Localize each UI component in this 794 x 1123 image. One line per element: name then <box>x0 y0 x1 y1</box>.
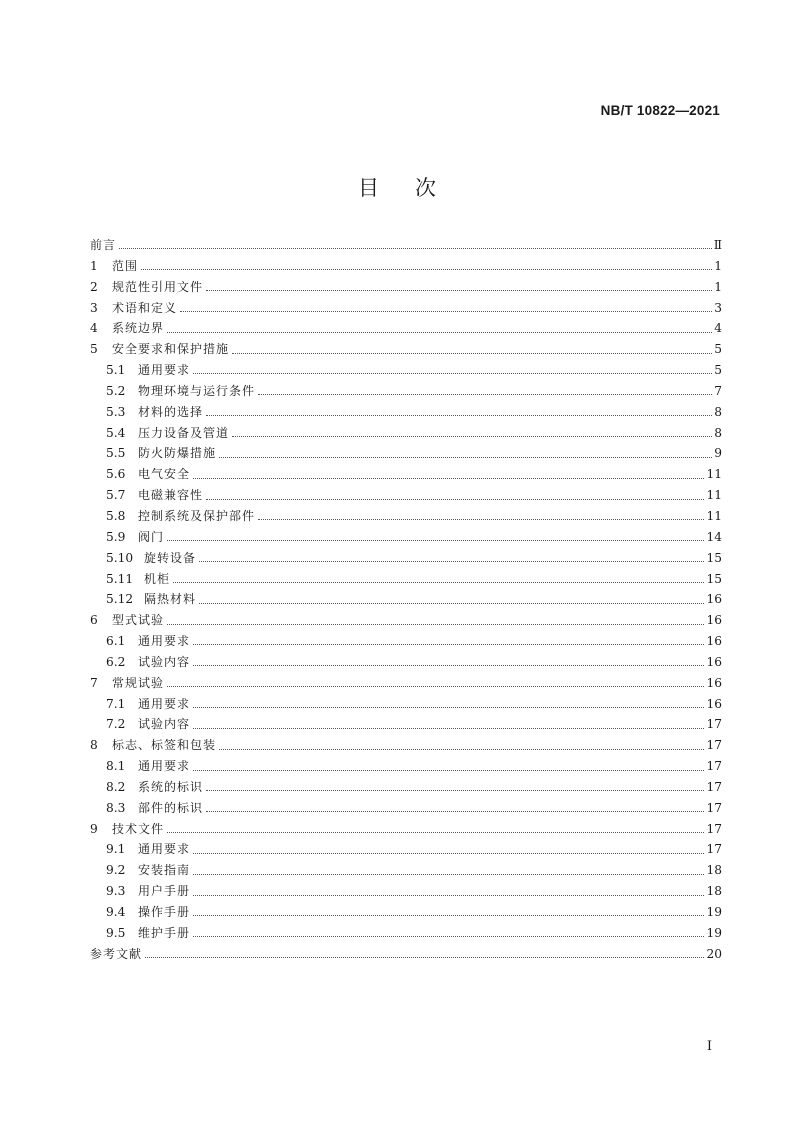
toc-entry-number: 9.1 <box>106 842 126 857</box>
dot-leader <box>167 623 704 625</box>
toc-entry-number: 1 <box>90 258 98 273</box>
toc-entry-label: 防火防爆措施 <box>138 446 217 461</box>
toc-entry-number: 9.2 <box>106 863 126 878</box>
toc-entry[interactable] <box>90 256 722 277</box>
toc-entry-number: 8.2 <box>106 779 126 794</box>
dot-leader <box>193 706 704 708</box>
toc-entry-number: 8.3 <box>106 800 126 815</box>
toc-entry-page: 17 <box>706 759 722 774</box>
footer-page-number: I <box>706 1039 712 1054</box>
dot-leader <box>167 539 704 541</box>
toc-entry-label: 标志、标签和包装 <box>112 738 217 753</box>
toc-entry[interactable] <box>90 694 722 715</box>
toc-entry-number: 5.10 <box>106 550 134 565</box>
dot-leader <box>193 894 704 896</box>
toc-entry[interactable] <box>90 423 722 444</box>
dot-leader <box>193 664 704 666</box>
toc-entry-number: 9.3 <box>106 884 126 899</box>
toc-entry-number: 5.11 <box>106 571 134 586</box>
toc-entry-page: 15 <box>706 550 722 565</box>
dot-leader <box>193 727 704 729</box>
toc-entry-label: 电气安全 <box>138 467 191 482</box>
dot-leader <box>193 852 704 854</box>
toc-entry-page: 1 <box>714 279 722 294</box>
toc-entry-number: 7.1 <box>106 696 126 711</box>
toc-entry[interactable] <box>90 589 722 610</box>
toc-entry-page: 16 <box>706 634 722 649</box>
page-title: 目次 <box>358 176 472 200</box>
toc-entry[interactable] <box>90 318 722 339</box>
toc-entry[interactable] <box>90 443 722 464</box>
toc-entry-label: 通用要求 <box>138 842 191 857</box>
toc-entry-page: 16 <box>706 696 722 711</box>
toc-entry-number: 8 <box>90 738 98 753</box>
toc-entry-label: 部件的标识 <box>138 800 204 815</box>
toc-entry-number: 5.6 <box>106 467 126 482</box>
toc-entry-label: 规范性引用文件 <box>112 279 204 294</box>
toc-entry[interactable] <box>90 798 722 819</box>
toc-entry-label: 常规试验 <box>112 675 165 690</box>
toc-entry-label: 物理环境与运行条件 <box>138 383 256 398</box>
toc-entry-label: 安装指南 <box>138 863 191 878</box>
toc-entry-page: 5 <box>714 342 722 357</box>
toc-entry-number: 5.5 <box>106 446 126 461</box>
table-of-contents <box>90 235 722 965</box>
toc-entry-label: 隔热材料 <box>144 592 197 607</box>
dot-leader <box>219 748 704 750</box>
dot-leader <box>206 498 704 500</box>
toc-entry-label: 前言 <box>90 238 117 252</box>
toc-entry-page: 17 <box>706 717 722 732</box>
dot-leader <box>180 310 712 312</box>
toc-entry-label: 通用要求 <box>138 363 191 378</box>
toc-entry-number: 9 <box>90 821 98 836</box>
dot-leader <box>173 581 704 583</box>
toc-entry-number: 5 <box>90 342 98 357</box>
toc-entry-page: 3 <box>714 300 722 315</box>
toc-entry-page: 5 <box>714 363 722 378</box>
dot-leader <box>193 643 704 645</box>
toc-entry-label: 材料的选择 <box>138 404 204 419</box>
toc-entry-page: 18 <box>706 863 722 878</box>
dot-leader <box>145 956 704 958</box>
toc-entry-label: 通用要求 <box>138 759 191 774</box>
toc-entry-number: 9.5 <box>106 925 126 940</box>
dot-leader <box>193 935 704 937</box>
dot-leader <box>167 331 712 333</box>
toc-entry[interactable] <box>90 944 722 965</box>
dot-leader <box>206 810 704 812</box>
toc-entry-number: 2 <box>90 279 98 294</box>
toc-entry-page: 16 <box>706 613 722 628</box>
toc-entry[interactable] <box>90 714 722 735</box>
toc-entry-label: 术语和定义 <box>112 300 178 315</box>
dot-leader <box>206 789 704 791</box>
toc-entry-number: 3 <box>90 300 98 315</box>
toc-entry-label: 控制系统及保护部件 <box>138 508 256 523</box>
toc-entry-number: 5.8 <box>106 508 126 523</box>
dot-leader <box>167 831 704 833</box>
dot-leader <box>141 268 712 270</box>
toc-entry-label: 旋转设备 <box>144 550 197 565</box>
toc-entry[interactable] <box>90 860 722 881</box>
toc-entry-label: 电磁兼容性 <box>138 488 204 503</box>
toc-entry-label: 系统边界 <box>112 321 165 336</box>
dot-leader <box>199 560 704 562</box>
toc-entry-number: 5.3 <box>106 404 126 419</box>
toc-entry[interactable] <box>90 610 722 631</box>
standard-code: NB/T 10822—2021 <box>600 103 720 118</box>
toc-entry-page: 4 <box>714 321 722 336</box>
dot-leader <box>193 769 704 771</box>
toc-entry[interactable] <box>90 777 722 798</box>
toc-entry-label: 试验内容 <box>138 654 191 669</box>
toc-entry-number: 5.9 <box>106 529 126 544</box>
dot-leader <box>258 393 712 395</box>
toc-entry-number: 6.1 <box>106 634 126 649</box>
toc-entry-number: 6 <box>90 613 98 628</box>
toc-entry-number: 5.4 <box>106 425 126 440</box>
toc-entry-page: 11 <box>706 488 722 503</box>
dot-leader <box>167 685 704 687</box>
toc-entry[interactable] <box>90 902 722 923</box>
toc-entry-label: 用户手册 <box>138 884 191 899</box>
toc-entry-page: 16 <box>706 654 722 669</box>
toc-entry[interactable] <box>90 569 722 590</box>
toc-entry-page: 17 <box>706 821 722 836</box>
toc-entry[interactable] <box>90 652 722 673</box>
toc-entry[interactable] <box>90 381 722 402</box>
toc-entry-page: 16 <box>706 675 722 690</box>
toc-entry-page: 16 <box>706 592 722 607</box>
toc-entry-page: 7 <box>714 383 722 398</box>
toc-entry-label: 范围 <box>112 258 139 273</box>
toc-entry-page: 19 <box>706 925 722 940</box>
toc-entry-page: 8 <box>714 425 722 440</box>
toc-entry-page: 19 <box>706 905 722 919</box>
dot-leader <box>219 456 712 458</box>
toc-entry-page: 15 <box>706 571 722 586</box>
dot-leader <box>119 247 712 249</box>
dot-leader <box>232 435 712 437</box>
toc-entry-page: 9 <box>714 446 722 461</box>
toc-entry-page: 17 <box>706 738 722 753</box>
toc-entry[interactable] <box>90 819 722 840</box>
toc-entry-page: 1 <box>714 258 722 273</box>
toc-entry-number: 5.2 <box>106 383 126 398</box>
toc-entry-page: 17 <box>706 779 722 794</box>
toc-entry[interactable] <box>90 756 722 777</box>
toc-entry-label: 通用要求 <box>138 634 191 649</box>
toc-entry[interactable] <box>90 673 722 694</box>
toc-entry-label: 通用要求 <box>138 696 191 711</box>
toc-entry-page: 14 <box>706 529 722 544</box>
toc-entry[interactable] <box>90 485 722 506</box>
toc-entry-number: 4 <box>90 321 98 336</box>
toc-entry-label: 技术文件 <box>112 821 165 836</box>
toc-entry-number: 6.2 <box>106 654 126 669</box>
toc-entry-label: 试验内容 <box>138 717 191 732</box>
toc-entry[interactable] <box>90 923 722 944</box>
toc-entry-number: 8.1 <box>106 759 126 774</box>
toc-entry-number: 7 <box>90 675 98 690</box>
toc-entry-page: 11 <box>706 508 722 523</box>
toc-entry-label: 阀门 <box>138 529 165 544</box>
toc-entry[interactable] <box>90 339 722 360</box>
toc-entry-number: 5.1 <box>106 363 126 378</box>
dot-leader <box>193 477 704 479</box>
toc-entry-label: 机柜 <box>144 571 171 586</box>
toc-entry-page: 18 <box>706 884 722 899</box>
toc-entry-number: 5.12 <box>106 592 134 607</box>
toc-entry[interactable] <box>90 360 722 381</box>
dot-leader <box>232 352 712 354</box>
dot-leader <box>193 372 712 374</box>
toc-entry[interactable] <box>90 277 722 298</box>
toc-entry-page: 17 <box>706 800 722 815</box>
toc-entry-number: 5.7 <box>106 488 126 503</box>
toc-entry-label: 安全要求和保护措施 <box>112 342 230 357</box>
toc-entry[interactable] <box>90 464 722 485</box>
toc-entry[interactable] <box>90 548 722 569</box>
dot-leader <box>193 914 704 916</box>
dot-leader <box>258 518 704 520</box>
toc-entry-page: Ⅱ <box>713 238 722 252</box>
toc-entry-label: 压力设备及管道 <box>138 425 230 440</box>
toc-entry[interactable] <box>90 402 722 423</box>
toc-entry[interactable] <box>90 527 722 548</box>
toc-entry-page: 17 <box>706 842 722 857</box>
toc-entry[interactable] <box>90 298 722 319</box>
toc-entry-label: 系统的标识 <box>138 779 204 794</box>
toc-entry[interactable] <box>90 735 722 756</box>
toc-entry-label: 操作手册 <box>138 905 191 919</box>
toc-entry-number: 9.4 <box>106 905 126 919</box>
toc-entry-label: 型式试验 <box>112 613 165 628</box>
dot-leader <box>193 873 704 875</box>
toc-entry-label: 维护手册 <box>138 925 191 940</box>
toc-entry-page: 11 <box>706 467 722 482</box>
dot-leader <box>206 289 712 291</box>
toc-entry-page: 8 <box>714 404 722 419</box>
dot-leader <box>199 602 704 604</box>
toc-entry[interactable] <box>90 839 722 860</box>
toc-entry[interactable] <box>90 506 722 527</box>
toc-entry[interactable] <box>90 235 722 256</box>
toc-entry-number: 7.2 <box>106 717 126 732</box>
toc-entry[interactable] <box>90 631 722 652</box>
toc-entry-page: 20 <box>706 946 722 961</box>
toc-entry[interactable] <box>90 881 722 902</box>
dot-leader <box>206 414 712 416</box>
toc-entry-label: 参考文献 <box>90 946 143 961</box>
